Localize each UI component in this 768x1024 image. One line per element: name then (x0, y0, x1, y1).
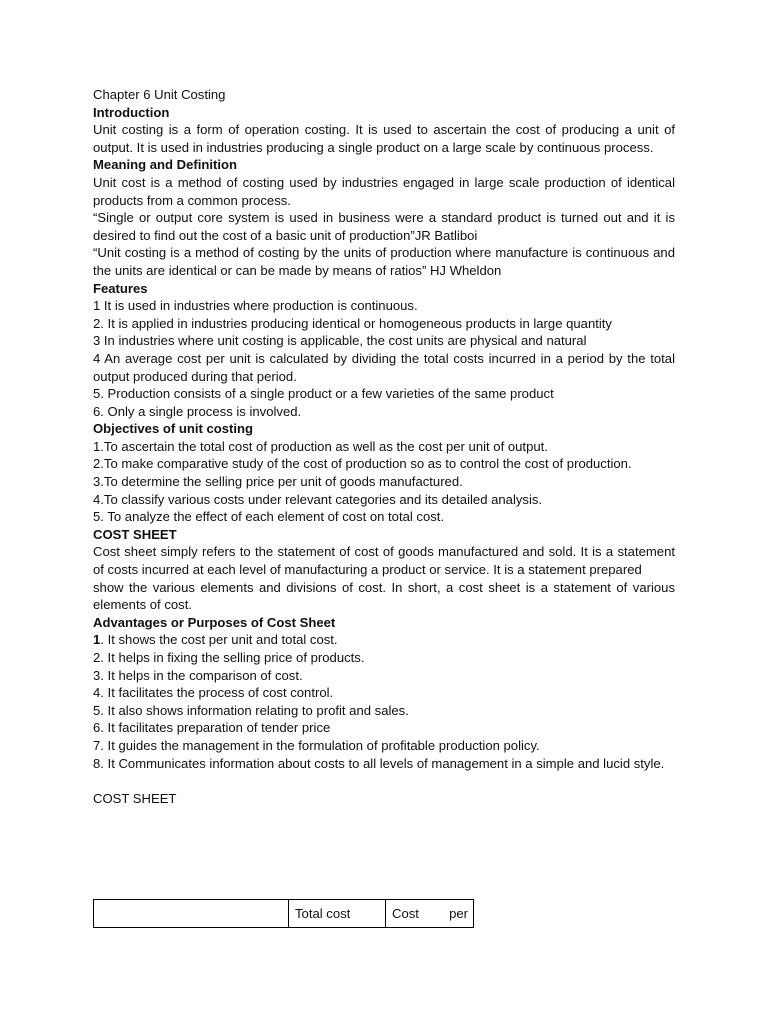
document-page (93, 86, 675, 807)
objective-item: 2.To make comparative study of the cost of production so as to control the cost of production. (93, 456, 632, 472)
meaning-paragraph: Unit cost is a method of costing used by industries engaged in large scale production of identical products from a common process. (93, 174, 675, 208)
feature-item: 3 In industries where unit costing is applicable, the cost units are physical and natural (93, 333, 587, 349)
feature-item: 1 It is used in industries where production is continuous. (93, 298, 418, 314)
advantage-item (93, 631, 675, 649)
cost-sheet-label: COST SHEET (93, 790, 177, 806)
blank-line (93, 772, 675, 790)
feature-item: 2. It is applied in industries producing identical or homogeneous products in large quantity (93, 315, 612, 331)
objective-item: 1.To ascertain the total cost of production as well as the cost per unit of output. (93, 438, 548, 454)
advantage-item: 3. It helps in the comparison of cost. (93, 667, 303, 683)
batliboi-quote: “Single or output core system is used in business were a standard product is turned out and it is desired to find out the cost of a basic unit of production”JR Batliboi (93, 210, 675, 243)
cost-sheet-paragraph: Cost sheet simply refers to the statement of cost of goods manufactured and sold. It is a statement of costs incurred at each level of manufacturing a product or service. It is a statement prepared (93, 544, 675, 578)
cost-sheet-heading: COST SHEET (93, 526, 177, 542)
chapter-title: Chapter 6 Unit Costing (93, 87, 226, 102)
table-cell-blank (94, 900, 289, 928)
features-heading: Features (93, 280, 148, 296)
introduction-heading: Introduction (93, 104, 170, 120)
feature-item: 6. Only a single process is involved. (93, 403, 302, 419)
objectives-heading: Objectives of unit costing (93, 421, 254, 437)
objective-item: 3.To determine the selling price per unit of goods manufactured. (93, 474, 463, 490)
feature-item: 5. Production consists of a single product or a few varieties of the same product (93, 386, 554, 402)
advantage-item: 8. It Communicates information about costs to all levels of management in a simple and lucid style. (93, 755, 665, 771)
advantage-item: 4. It facilitates the process of cost control. (93, 685, 334, 701)
cost-sheet-table (93, 899, 474, 928)
table-header-per-word: per (449, 906, 468, 921)
table-header-row (94, 900, 474, 928)
introduction-paragraph: Unit costing is a form of operation costing. It is used to ascertain the cost of producing a unit of output. It is used in industries producing a single product on a large scale by continuous process. (93, 122, 675, 155)
advantage-item: 5. It also shows information relating to profit and sales. (93, 702, 409, 718)
objective-item: 4.To classify various costs under relevant categories and its detailed analysis. (93, 491, 543, 507)
cost-sheet-paragraph: show the various elements and divisions of cost. In short, a cost sheet is a statement of various elements of cost. (93, 579, 675, 613)
advantage-item-number: 1 (93, 632, 101, 648)
advantage-item: 6. It facilitates preparation of tender price (93, 720, 331, 736)
meaning-heading: Meaning and Definition (93, 157, 238, 173)
advantage-item: 7. It guides the management in the formulation of profitable production policy. (93, 737, 540, 753)
advantage-item: 2. It helps in fixing the selling price of products. (93, 650, 365, 665)
table-header-cost-per (386, 900, 474, 928)
advantages-heading: Advantages or Purposes of Cost Sheet (93, 614, 336, 630)
feature-item: 4 An average cost per unit is calculated by dividing the total costs incurred in a period by the total output produced during that period. (93, 350, 675, 384)
objective-item: 5. To analyze the effect of each element of cost on total cost. (93, 509, 445, 525)
table-header-cost-word: Cost (392, 906, 419, 921)
wheldon-quote: “Unit costing is a method of costing by the units of production where manufacture is continuous and the units are identical or can be made by means of ratios” HJ Wheldon (93, 245, 675, 278)
advantage-item-text: . It shows the cost per unit and total cost. (100, 632, 338, 648)
table-header-total-cost: Total cost (289, 900, 386, 928)
